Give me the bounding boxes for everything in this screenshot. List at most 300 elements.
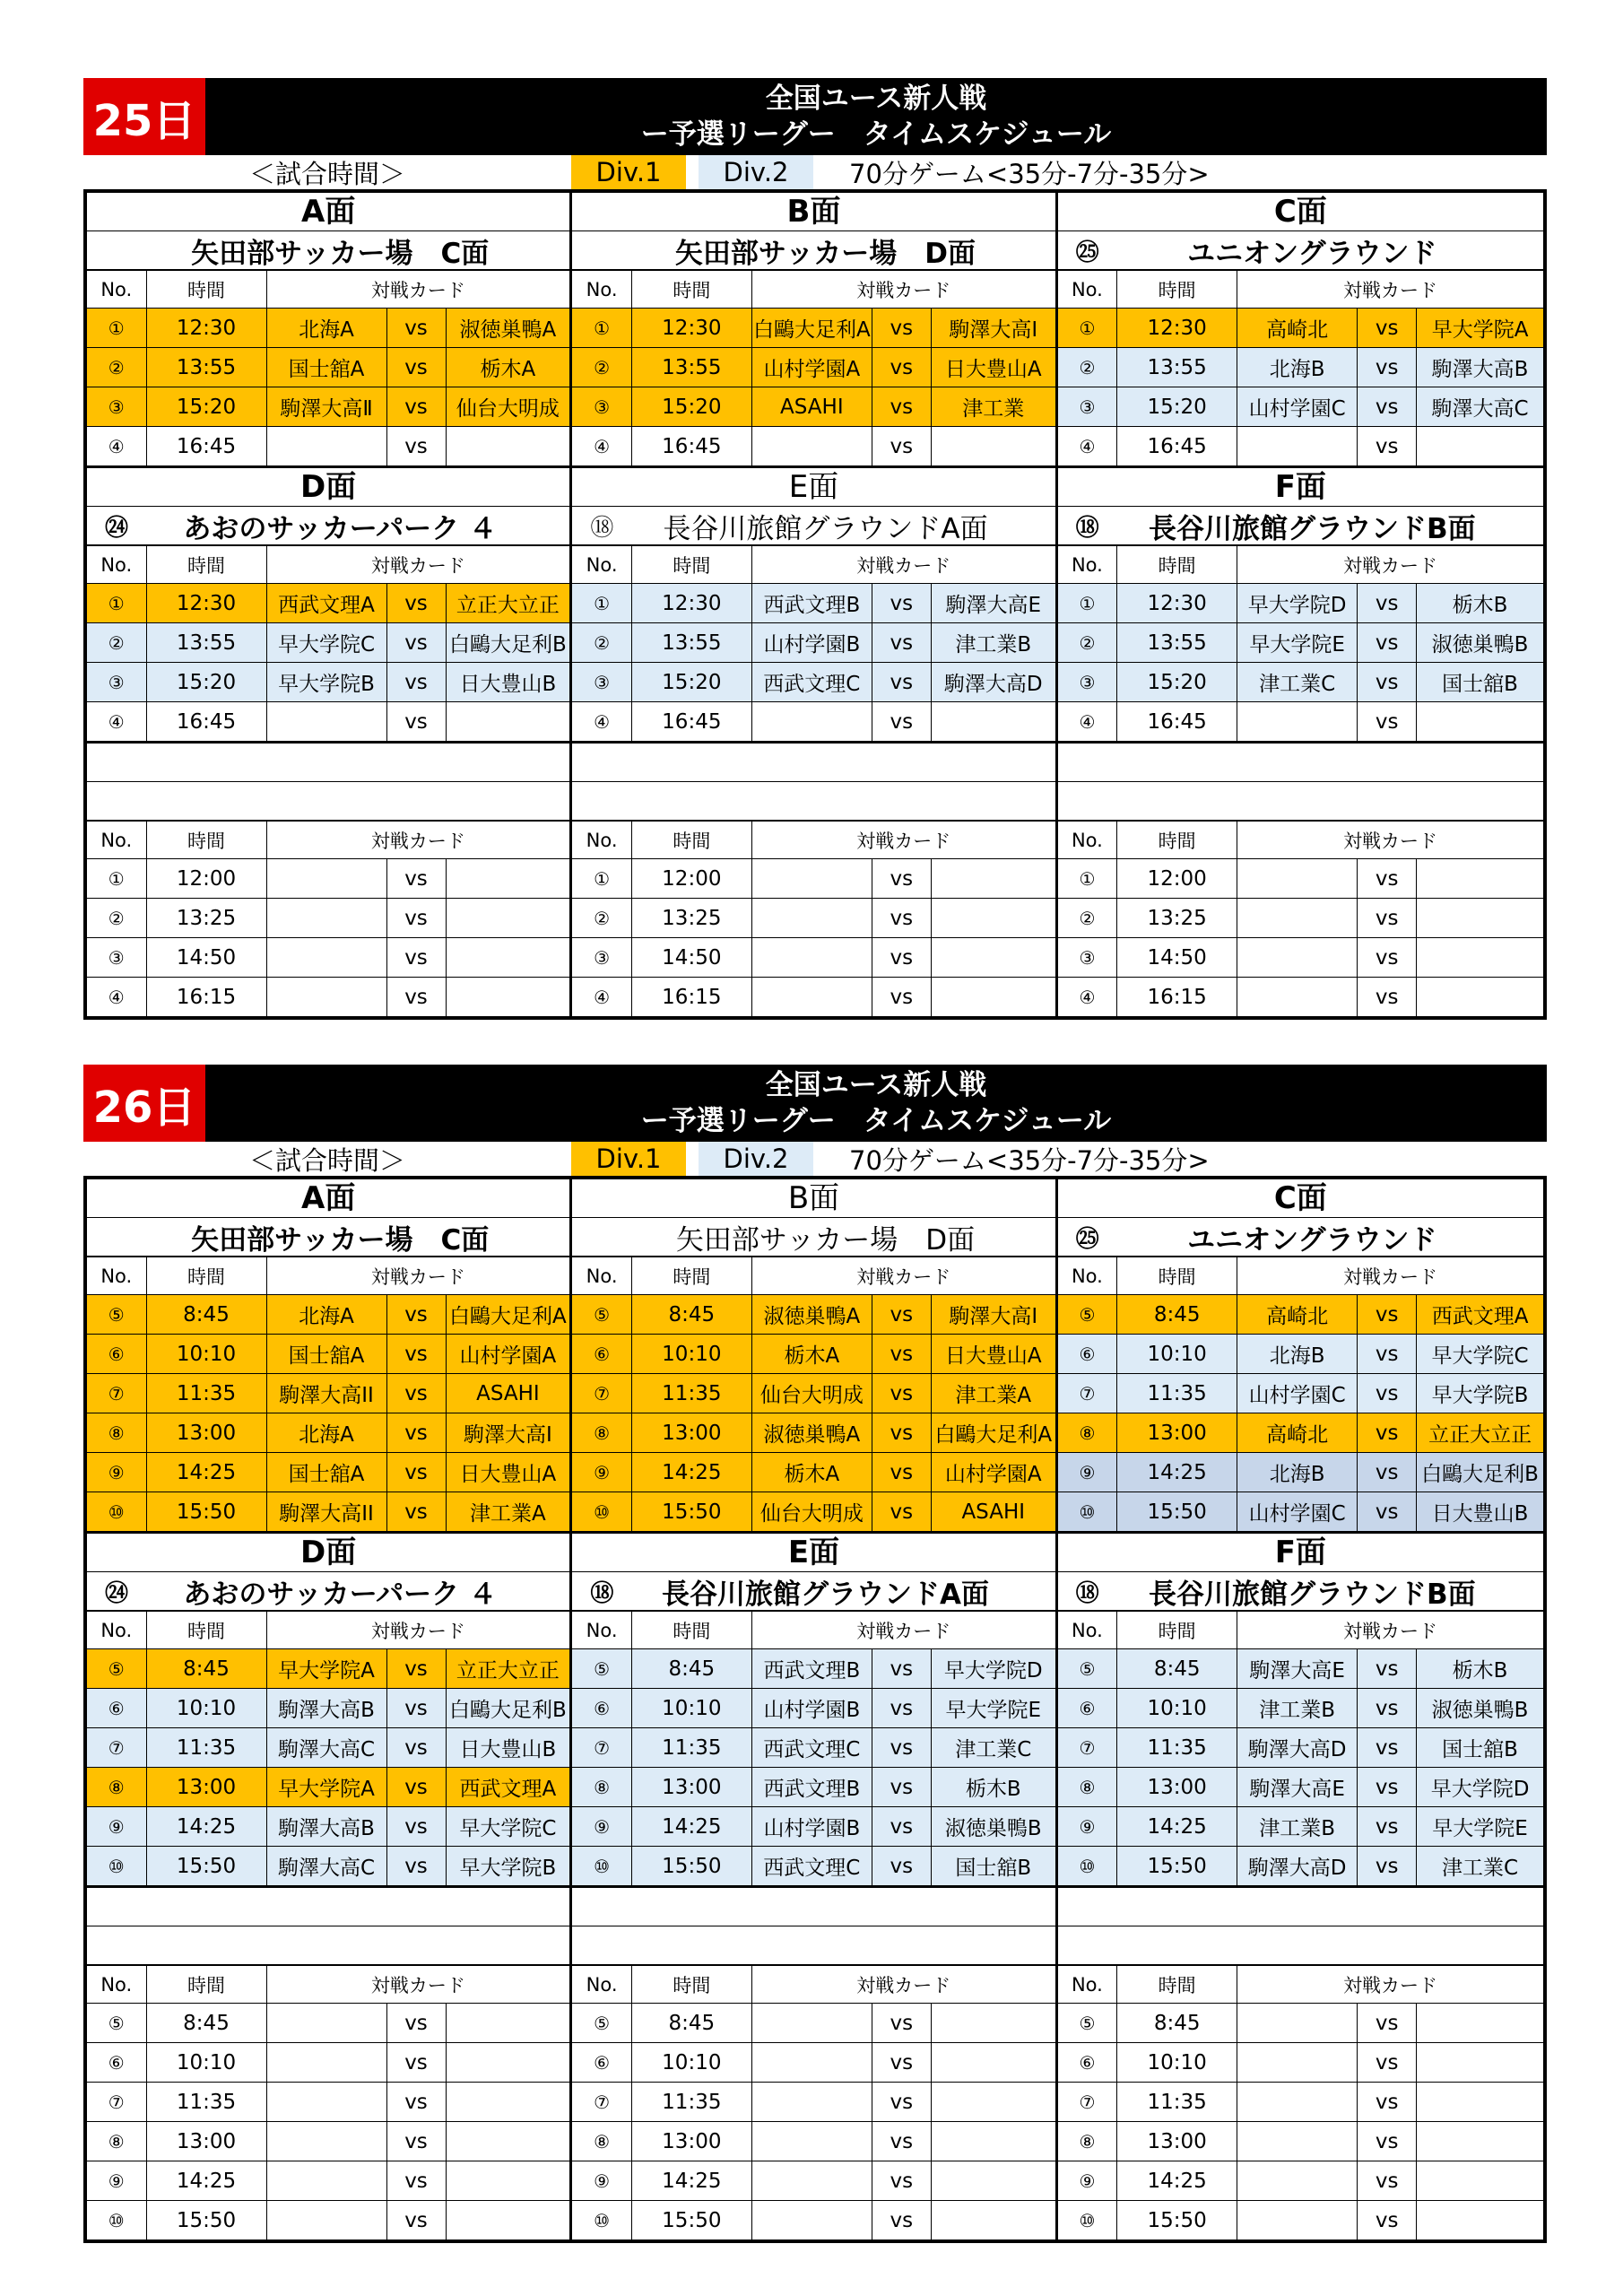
team-home xyxy=(266,899,386,938)
team-away xyxy=(446,2161,569,2201)
table-header-row xyxy=(572,1612,1055,1649)
match-number: ① xyxy=(87,859,146,899)
match-row xyxy=(1058,899,1543,938)
team-away xyxy=(446,702,569,742)
match-time: 14:25 xyxy=(1117,1453,1237,1492)
venue-block xyxy=(1058,1179,1543,1534)
team-home: 山村学園B xyxy=(751,623,872,663)
header-card: 対戦カード xyxy=(1237,822,1543,859)
match-time: 14:50 xyxy=(631,938,751,978)
match-row xyxy=(572,1689,1055,1728)
match-row xyxy=(87,309,569,348)
schedule-table xyxy=(87,1611,569,1885)
match-number: ⑩ xyxy=(1058,1492,1117,1532)
match-row xyxy=(1058,2043,1543,2083)
blank-venue-row xyxy=(87,1926,569,1965)
day-section-26 xyxy=(83,1065,1547,2243)
match-time: 15:20 xyxy=(631,387,751,427)
team-home: 駒澤大高E xyxy=(1237,1649,1358,1689)
blank-venue-row xyxy=(572,782,1055,821)
match-time: 10:10 xyxy=(1117,1689,1237,1728)
match-number: ⑦ xyxy=(572,2083,631,2122)
team-away: 日大豊山A xyxy=(446,1453,569,1492)
match-row xyxy=(572,1413,1055,1453)
match-row xyxy=(87,1807,569,1847)
team-away: 栃木B xyxy=(931,1768,1055,1807)
match-time: 12:30 xyxy=(631,584,751,623)
schedule-table xyxy=(87,270,569,465)
match-number: ① xyxy=(1058,584,1117,623)
schedule-table xyxy=(572,545,1055,741)
match-number: ① xyxy=(572,584,631,623)
vs-label: vs xyxy=(1358,2201,1417,2240)
match-time: 12:30 xyxy=(1117,584,1237,623)
venue-name-row xyxy=(87,507,569,545)
match-row xyxy=(1058,1413,1543,1453)
match-number: ⑧ xyxy=(572,1768,631,1807)
team-home: ASAHI xyxy=(751,387,872,427)
match-row xyxy=(87,1847,569,1886)
team-away: 津工業C xyxy=(1417,1847,1543,1886)
match-row xyxy=(87,2161,569,2201)
vs-label: vs xyxy=(872,663,931,702)
match-number: ② xyxy=(1058,348,1117,387)
match-time-info xyxy=(83,155,1547,189)
venue-number: ㉕ xyxy=(1075,1225,1099,1253)
schedule-table xyxy=(87,1965,569,2239)
team-home: 国士舘A xyxy=(266,1335,386,1374)
vs-label: vs xyxy=(386,1689,446,1728)
day-label: 26日 xyxy=(83,1065,205,1142)
header-time: 時間 xyxy=(1117,271,1237,309)
team-home xyxy=(751,2043,872,2083)
vs-label: vs xyxy=(386,663,446,702)
venue-name: ユニオングラウンド xyxy=(1187,237,1437,270)
vs-label: vs xyxy=(872,1689,931,1728)
venue-block xyxy=(1058,193,1543,468)
match-time: 16:45 xyxy=(1117,427,1237,466)
venue-block xyxy=(87,468,572,744)
vs-label: vs xyxy=(386,1728,446,1768)
match-number: ⑦ xyxy=(87,1374,146,1413)
table-header-row xyxy=(87,1966,569,2004)
header-no: No. xyxy=(87,1966,146,2004)
vs-label: vs xyxy=(386,1413,446,1453)
match-row xyxy=(572,2043,1055,2083)
match-row xyxy=(572,1453,1055,1492)
team-home: 早大学院E xyxy=(1237,623,1358,663)
team-away: 早大学院E xyxy=(931,1689,1055,1728)
team-home xyxy=(751,938,872,978)
match-number: ⑧ xyxy=(1058,1768,1117,1807)
match-number: ③ xyxy=(572,387,631,427)
team-home xyxy=(266,859,386,899)
match-row xyxy=(87,584,569,623)
vs-label: vs xyxy=(1358,309,1417,348)
match-number: ③ xyxy=(1058,938,1117,978)
match-row xyxy=(1058,702,1543,742)
venue-block xyxy=(1058,468,1543,744)
team-away xyxy=(446,978,569,1017)
team-home: 仙台大明成 xyxy=(751,1492,872,1532)
match-time: 8:45 xyxy=(631,2004,751,2043)
team-home xyxy=(751,2083,872,2122)
vs-label: vs xyxy=(872,2122,931,2161)
header-no: No. xyxy=(572,546,631,584)
team-away xyxy=(1417,2201,1543,2240)
team-away xyxy=(931,2083,1055,2122)
match-time: 13:25 xyxy=(1117,899,1237,938)
match-number: ② xyxy=(572,623,631,663)
vs-label: vs xyxy=(872,1847,931,1886)
venue-block xyxy=(87,744,572,1016)
team-away: 淑徳巣鴨A xyxy=(446,309,569,348)
vs-label: vs xyxy=(872,978,931,1017)
match-number: ⑤ xyxy=(87,2004,146,2043)
vs-label: vs xyxy=(1358,2161,1417,2201)
header-no: No. xyxy=(1058,1966,1117,2004)
match-number: ⑦ xyxy=(572,1374,631,1413)
team-home: 北海A xyxy=(266,1295,386,1335)
header-no: No. xyxy=(1058,546,1117,584)
blank-field-row xyxy=(572,1888,1055,1926)
match-row xyxy=(572,623,1055,663)
match-number: ⑧ xyxy=(1058,1413,1117,1453)
team-away: ASAHI xyxy=(446,1374,569,1413)
match-number: ④ xyxy=(87,978,146,1017)
table-header-row xyxy=(1058,546,1543,584)
vs-label: vs xyxy=(386,2122,446,2161)
match-number: ⑦ xyxy=(1058,1374,1117,1413)
match-number: ① xyxy=(572,309,631,348)
match-row xyxy=(572,1374,1055,1413)
table-header-row xyxy=(87,1612,569,1649)
match-row xyxy=(1058,1649,1543,1689)
table-header-row xyxy=(87,1257,569,1295)
team-home: 北海B xyxy=(1237,1335,1358,1374)
schedule-table xyxy=(87,1257,569,1531)
header-time: 時間 xyxy=(1117,1966,1237,2004)
match-number: ⑨ xyxy=(1058,1807,1117,1847)
vs-label: vs xyxy=(386,1807,446,1847)
match-row xyxy=(1058,623,1543,663)
vs-label: vs xyxy=(872,387,931,427)
blank-field-row xyxy=(572,744,1055,782)
team-away: 日大豊山B xyxy=(446,1728,569,1768)
match-time: 16:45 xyxy=(146,702,266,742)
vs-label: vs xyxy=(1358,899,1417,938)
match-row xyxy=(87,387,569,427)
match-time: 13:00 xyxy=(631,1413,751,1453)
vs-label: vs xyxy=(872,427,931,466)
match-number: ② xyxy=(1058,623,1117,663)
team-away: 国士舘B xyxy=(1417,663,1543,702)
match-time: 8:45 xyxy=(631,1649,751,1689)
match-row xyxy=(572,2201,1055,2240)
venue-name: 矢田部サッカー場 C面 xyxy=(191,1223,490,1257)
team-away: 駒澤大高B xyxy=(1417,348,1543,387)
match-row xyxy=(572,1847,1055,1886)
match-time: 13:25 xyxy=(146,899,266,938)
team-away: ASAHI xyxy=(931,1492,1055,1532)
schedule-header xyxy=(83,78,1547,155)
team-away xyxy=(1417,2043,1543,2083)
team-home xyxy=(751,2201,872,2240)
match-time: 14:25 xyxy=(1117,2161,1237,2201)
match-time-info xyxy=(83,1142,1547,1176)
match-row xyxy=(87,427,569,466)
match-time: 13:00 xyxy=(146,2122,266,2161)
match-time: 15:50 xyxy=(1117,2201,1237,2240)
team-away xyxy=(1417,702,1543,742)
team-home xyxy=(266,427,386,466)
team-home: 高崎北 xyxy=(1237,309,1358,348)
team-home: 西武文理C xyxy=(751,1728,872,1768)
match-row xyxy=(1058,663,1543,702)
match-number: ⑨ xyxy=(87,2161,146,2201)
table-header-row xyxy=(1058,1257,1543,1295)
match-row xyxy=(572,1807,1055,1847)
match-time: 13:00 xyxy=(146,1768,266,1807)
venue-name-row xyxy=(1058,507,1543,545)
match-number: ⑧ xyxy=(87,1413,146,1453)
team-away: 白鷗大足利B xyxy=(1417,1453,1543,1492)
venue-block xyxy=(572,744,1057,1016)
blank-field-row xyxy=(87,1888,569,1926)
team-away: 日大豊山A xyxy=(931,348,1055,387)
vs-label: vs xyxy=(872,309,931,348)
game-format: 70分ゲーム<35分-7分-35分> xyxy=(849,1144,1210,1176)
match-time: 8:45 xyxy=(1117,1295,1237,1335)
team-home: 駒澤大高D xyxy=(1237,1728,1358,1768)
team-away: 早大学院E xyxy=(1417,1807,1543,1847)
match-time: 10:10 xyxy=(631,2043,751,2083)
schedule-table xyxy=(1058,270,1543,465)
header-no: No. xyxy=(1058,271,1117,309)
vs-label: vs xyxy=(1358,702,1417,742)
schedule-table xyxy=(87,821,569,1016)
blank-field-row xyxy=(1058,744,1543,782)
header-time: 時間 xyxy=(146,271,266,309)
field-name: A面 xyxy=(87,1179,569,1218)
header-time: 時間 xyxy=(631,546,751,584)
vs-label: vs xyxy=(872,1413,931,1453)
vs-label: vs xyxy=(872,1295,931,1335)
team-home: 早大学院A xyxy=(266,1768,386,1807)
team-home xyxy=(1237,2083,1358,2122)
match-time: 16:15 xyxy=(146,978,266,1017)
match-row xyxy=(572,2083,1055,2122)
vs-label: vs xyxy=(386,1492,446,1532)
venue-name: 矢田部サッカー場 D面 xyxy=(674,237,976,270)
team-away: 淑徳巣鴨B xyxy=(931,1807,1055,1847)
table-header-row xyxy=(572,1966,1055,2004)
team-home xyxy=(266,938,386,978)
match-row xyxy=(1058,1492,1543,1532)
match-row xyxy=(1058,2161,1543,2201)
vs-label: vs xyxy=(872,702,931,742)
team-home xyxy=(1237,2004,1358,2043)
match-number: ③ xyxy=(87,938,146,978)
team-away xyxy=(1417,427,1543,466)
vs-label: vs xyxy=(872,2004,931,2043)
team-away: 駒澤大高Ⅰ xyxy=(931,1295,1055,1335)
header-card: 対戦カード xyxy=(751,1612,1055,1649)
venue-block xyxy=(1058,744,1543,1016)
team-home xyxy=(751,2161,872,2201)
team-away xyxy=(446,859,569,899)
venue-name-row xyxy=(1058,1572,1543,1611)
match-time: 13:55 xyxy=(1117,348,1237,387)
header-card: 対戦カード xyxy=(266,822,569,859)
venue-name-row xyxy=(572,1218,1055,1257)
team-away: 白鷗大足利B xyxy=(446,623,569,663)
title-block xyxy=(205,1065,1547,1142)
team-away xyxy=(931,2004,1055,2043)
venue-block xyxy=(1058,1888,1543,2239)
team-home: 白鷗大足利A xyxy=(751,309,872,348)
team-home xyxy=(751,702,872,742)
team-away xyxy=(446,2043,569,2083)
field-name: E面 xyxy=(572,1534,1055,1572)
match-time: 14:25 xyxy=(146,1453,266,1492)
team-away xyxy=(931,978,1055,1017)
vs-label: vs xyxy=(1358,1768,1417,1807)
vs-label: vs xyxy=(1358,584,1417,623)
match-row xyxy=(572,1295,1055,1335)
title-line-1: 全国ユース新人戦 xyxy=(765,1069,987,1101)
vs-label: vs xyxy=(1358,1689,1417,1728)
vs-label: vs xyxy=(386,348,446,387)
vs-label: vs xyxy=(872,899,931,938)
match-number: ⑨ xyxy=(572,1453,631,1492)
team-away xyxy=(1417,859,1543,899)
team-home: 西武文理B xyxy=(751,584,872,623)
team-home: 高崎北 xyxy=(1237,1413,1358,1453)
team-away: 早大学院A xyxy=(1417,309,1543,348)
match-row xyxy=(572,978,1055,1017)
team-away: 立正大立正 xyxy=(446,584,569,623)
match-row xyxy=(87,859,569,899)
match-time: 15:20 xyxy=(631,663,751,702)
vs-label: vs xyxy=(386,2004,446,2043)
team-away: 駒澤大高C xyxy=(1417,387,1543,427)
team-home xyxy=(1237,859,1358,899)
team-home: 西武文理B xyxy=(751,1768,872,1807)
team-away: 津工業A xyxy=(931,1374,1055,1413)
team-away: 津工業C xyxy=(931,1728,1055,1768)
team-home: 北海A xyxy=(266,1413,386,1453)
venue-number: ⑱ xyxy=(1075,514,1099,542)
team-home: 西武文理C xyxy=(751,663,872,702)
team-away: 津工業A xyxy=(446,1492,569,1532)
venue-name-row xyxy=(1058,1218,1543,1257)
team-away xyxy=(931,2201,1055,2240)
match-row xyxy=(87,1492,569,1532)
team-away: 山村学園A xyxy=(931,1453,1055,1492)
title-line-2: ー予選リーグー タイムスケジュール xyxy=(640,1105,1112,1137)
venue-name-row xyxy=(572,507,1055,545)
team-home: 駒澤大高B xyxy=(266,1807,386,1847)
vs-label: vs xyxy=(386,938,446,978)
header-card: 対戦カード xyxy=(266,1966,569,2004)
venue-block xyxy=(572,468,1057,744)
match-row xyxy=(87,702,569,742)
team-home: 津工業B xyxy=(1237,1807,1358,1847)
venue-number: ㉔ xyxy=(104,1579,128,1607)
match-number: ④ xyxy=(87,702,146,742)
div1-legend: Div.1 xyxy=(571,1142,686,1176)
match-row xyxy=(87,2043,569,2083)
vs-label: vs xyxy=(1358,387,1417,427)
team-away xyxy=(1417,2161,1543,2201)
team-home: 早大学院A xyxy=(266,1649,386,1689)
schedule-table xyxy=(1058,545,1543,741)
team-away xyxy=(1417,2083,1543,2122)
match-number: ④ xyxy=(1058,702,1117,742)
match-row xyxy=(87,2201,569,2240)
match-number: ⑥ xyxy=(87,2043,146,2083)
match-row xyxy=(572,309,1055,348)
header-time: 時間 xyxy=(1117,546,1237,584)
header-card: 対戦カード xyxy=(751,271,1055,309)
match-time: 15:50 xyxy=(146,1492,266,1532)
match-number: ② xyxy=(572,899,631,938)
header-card: 対戦カード xyxy=(751,1966,1055,2004)
match-time: 15:50 xyxy=(1117,1492,1237,1532)
vs-label: vs xyxy=(1358,2004,1417,2043)
match-number: ⑩ xyxy=(1058,1847,1117,1886)
vs-label: vs xyxy=(1358,2043,1417,2083)
vs-label: vs xyxy=(386,702,446,742)
team-away: 駒澤大高Ⅰ xyxy=(931,309,1055,348)
vs-label: vs xyxy=(386,1768,446,1807)
match-row xyxy=(572,1649,1055,1689)
match-time: 14:25 xyxy=(146,1807,266,1847)
team-home: 栃木A xyxy=(751,1335,872,1374)
team-home: 山村学園B xyxy=(751,1807,872,1847)
vs-label: vs xyxy=(1358,1453,1417,1492)
vs-label: vs xyxy=(1358,1335,1417,1374)
vs-label: vs xyxy=(1358,1728,1417,1768)
team-away: 山村学園A xyxy=(446,1335,569,1374)
match-time: 8:45 xyxy=(1117,1649,1237,1689)
team-home xyxy=(266,2043,386,2083)
header-time: 時間 xyxy=(1117,822,1237,859)
match-time: 14:50 xyxy=(1117,938,1237,978)
team-home: 栃木A xyxy=(751,1453,872,1492)
team-home: 山村学園C xyxy=(1237,387,1358,427)
header-time: 時間 xyxy=(631,1257,751,1295)
team-home: 駒澤大高Ⅱ xyxy=(266,387,386,427)
team-home: 津工業B xyxy=(1237,1689,1358,1728)
match-row xyxy=(1058,2083,1543,2122)
team-away xyxy=(446,899,569,938)
team-away: 立正大立正 xyxy=(1417,1413,1543,1453)
match-time: 13:00 xyxy=(1117,1413,1237,1453)
header-card: 対戦カード xyxy=(1237,271,1543,309)
match-number: ⑧ xyxy=(87,2122,146,2161)
match-time: 13:55 xyxy=(631,348,751,387)
team-away xyxy=(931,899,1055,938)
header-card: 対戦カード xyxy=(751,822,1055,859)
match-row xyxy=(572,702,1055,742)
table-header-row xyxy=(87,822,569,859)
team-home xyxy=(751,899,872,938)
header-card: 対戦カード xyxy=(266,271,569,309)
team-away xyxy=(446,938,569,978)
team-home: 北海B xyxy=(1237,348,1358,387)
